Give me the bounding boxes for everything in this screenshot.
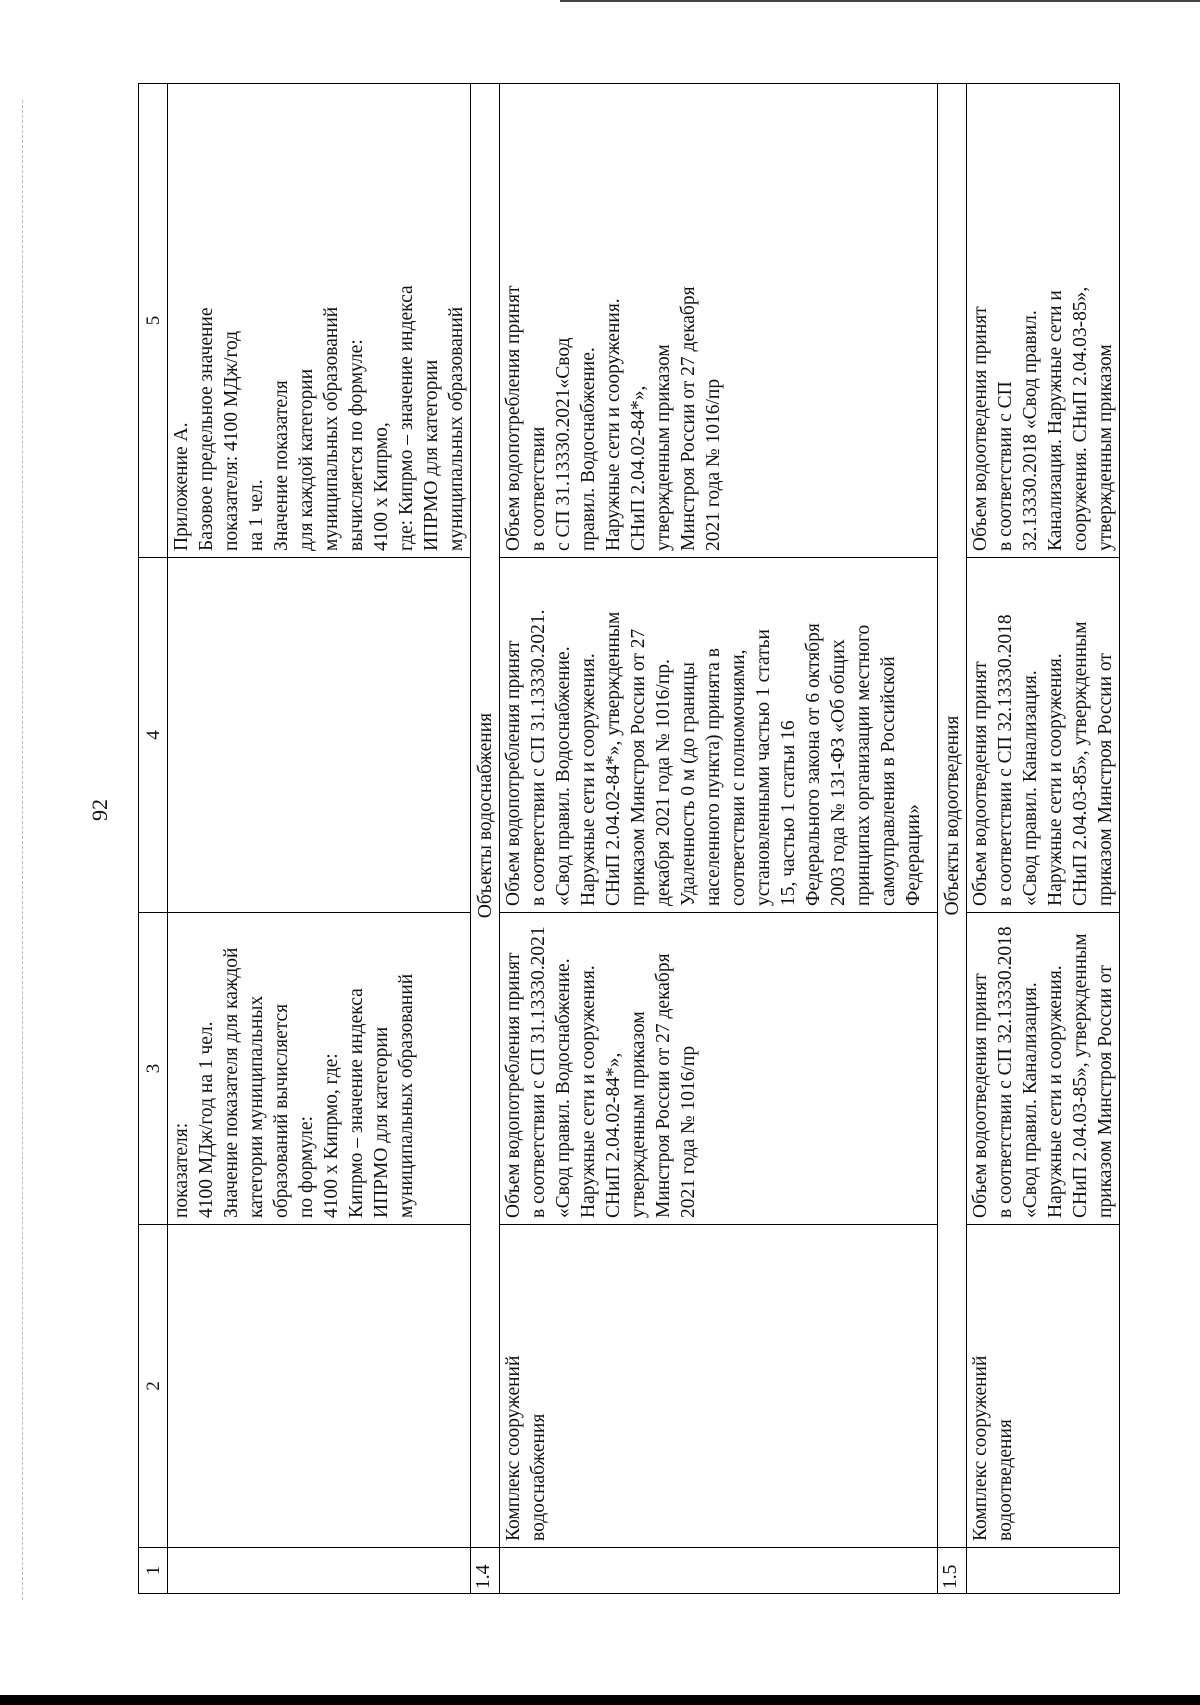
cell-text-line: Наружные сети и сооружения.	[1045, 653, 1066, 906]
section-code: 1.5	[938, 1548, 967, 1594]
cell-text-line: Минстроя России от 27 декабря	[678, 286, 699, 551]
cell-text-line: Федерации»	[903, 804, 924, 906]
cell-text-line: в соответствии с СП 32.13330.2018	[995, 926, 1016, 1218]
cell-text-line: Объем водоотведения принят	[970, 661, 991, 906]
cell-text-line: Наружные сети и сооружения.	[578, 965, 599, 1218]
cell-text-line: Значение показателя	[271, 380, 292, 551]
row-14-col2	[500, 1225, 938, 1548]
table-row	[967, 84, 1120, 1594]
cell-text-line: показателя: 4100 МДж/год	[221, 330, 242, 551]
cell-text-line: Наружные сети и сооружения.	[603, 298, 624, 551]
cell-text-line: категории муниципальных	[246, 995, 267, 1218]
cell-text-line: по формуле:	[296, 1116, 317, 1218]
cell-text-line: 2021 года № 1016/пр	[678, 1045, 699, 1218]
row-15-col4	[967, 558, 1120, 913]
cell-text-line: Наружные сети и сооружения.	[1045, 965, 1066, 1218]
cell-text-line: приказом Минстроя России от	[1095, 653, 1116, 906]
bottom-scan-edge	[0, 1695, 1200, 1705]
cell-text-line: Объем водопотребления принят	[503, 640, 524, 906]
header-col-3: 3	[139, 913, 168, 1225]
cell-text-line: Комплекс сооружений	[503, 1355, 524, 1541]
cell-text-line: водоснабжения	[528, 1413, 549, 1541]
cell-text-line: соответствии с полномочиями,	[728, 649, 749, 906]
cell-text-line: утвержденным приказом	[1095, 344, 1116, 551]
cell-text-line: образований вычисляется	[271, 1003, 292, 1218]
cell-text-line: Наружные сети и сооружения.	[578, 653, 599, 906]
cell-text-line: 4100 х Кипрмо, где:	[321, 1053, 342, 1218]
row-cont-col2	[168, 1225, 471, 1548]
cell-text-line: ИПРМО для категории	[421, 359, 442, 551]
row-cont-col1	[168, 1548, 471, 1594]
cell-text-line: правил. Водоснабжение.	[578, 347, 599, 551]
cell-text-line: где: Кипрмо – значение индекса	[396, 285, 417, 551]
cell-text-line: Базовое предельное значение	[196, 307, 217, 551]
cell-text-line: в соответствии с СП	[995, 381, 1016, 551]
cell-text-line: 32.13330.2018 «Свод правил.	[1020, 310, 1041, 551]
cell-text-line: в соответствии	[528, 426, 549, 551]
header-row	[139, 84, 168, 1594]
row-15-col5	[967, 84, 1120, 558]
table-row	[500, 84, 938, 1594]
cell-text-line: 4100 х Кипрмо,	[371, 422, 392, 551]
cell-text-line: утвержденным приказом	[628, 1011, 649, 1218]
row-14-col5	[500, 84, 938, 558]
cell-text-line: «Свод правил. Водоснабжение.	[553, 646, 574, 906]
row-cont-col4	[168, 558, 471, 913]
section-row	[471, 84, 500, 1594]
cell-text-line: Комплекс сооружений	[970, 1355, 991, 1541]
cell-text-line: приказом Минстроя России от 27	[628, 628, 649, 906]
cell-text-line: муниципальных образований	[321, 306, 342, 551]
cell-text-line: населенного пункта) принята в	[703, 648, 724, 906]
cell-text-line: водоотведения	[995, 1419, 1016, 1541]
cell-text-line: 2021 года № 1016/пр	[703, 378, 724, 551]
row-15-col3	[967, 913, 1120, 1225]
cell-text-line: 4100 МДж/год на 1 чел.	[196, 1021, 217, 1218]
cell-text-line: сооружения. СНиП 2.04.03-85»,	[1070, 286, 1091, 551]
cell-text-line: в соответствии с СП 32.13330.2018	[995, 614, 1016, 906]
cell-text-line: установленными частью 1 статьи	[753, 629, 774, 906]
row-14-col3	[500, 913, 938, 1225]
section-title: Объекты водоотведения	[938, 84, 967, 1548]
row-cont-col5	[168, 84, 471, 558]
cell-text-line: Кипрмо – значение индекса	[346, 988, 367, 1218]
cell-text-line: самоуправления в Российской	[878, 656, 899, 906]
cell-text-line: Значение показателя для каждой	[221, 947, 242, 1218]
row-15-col2	[967, 1225, 1120, 1548]
scan-artifact	[22, 100, 23, 1600]
cell-text-line: с СП 31.13330.2021«Свод	[553, 337, 574, 551]
cell-text-line: Федерального закона от 6 октября	[803, 623, 824, 906]
cell-text-line: «Свод правил. Канализация.	[1020, 670, 1041, 906]
section-row	[938, 84, 967, 1594]
cell-text-line: Минстроя России от 27 декабря	[653, 953, 674, 1218]
cell-text-line: «Свод правил. Водоснабжение.	[553, 958, 574, 1218]
cell-text-line: принципах организации местного	[853, 624, 874, 906]
cell-text-line: муниципальных образований	[446, 306, 467, 551]
cell-text-line: Объем водоотведения принят	[970, 973, 991, 1218]
cell-text-line: СНиП 2.04.02-84*»,	[628, 385, 649, 551]
cell-text-line: 2003 года № 131-ФЗ «Об общих	[828, 639, 849, 906]
cell-text-line: Объем водопотребления принят	[503, 952, 524, 1218]
section-title: Объекты водоснабжения	[471, 84, 500, 1548]
cell-text-line: показателя:	[171, 1122, 192, 1218]
cell-text-line: для каждой категории	[296, 368, 317, 551]
rotated-table-wrapper	[138, 84, 1116, 1594]
cell-text-line: Канализация. Наружные сети и	[1045, 290, 1066, 551]
cell-text-line: СНиП 2.04.03-85», утвержденным	[1070, 933, 1091, 1218]
cell-text-line: в соответствии с СП 31.13330.2021.	[528, 609, 549, 906]
row-cont-col3	[168, 913, 471, 1225]
cell-text-line: Объем водопотребления принят	[503, 285, 524, 551]
cell-text-line: СНиП 2.04.02-84*», утвержденным	[603, 611, 624, 906]
row-15-col1	[967, 1548, 1120, 1594]
cell-text-line: ИПРМО для категории	[371, 1026, 392, 1218]
cell-text-line: Приложение А.	[171, 422, 192, 551]
row-14-col1	[500, 1548, 938, 1594]
cell-text-line: 15, частью 1 статьи 16	[778, 720, 799, 906]
page-number: 92	[87, 799, 112, 821]
section-code: 1.4	[471, 1548, 500, 1594]
cell-text-line: муниципальных образований	[396, 973, 417, 1218]
cell-text-line: приказом Минстроя России от	[1095, 965, 1116, 1218]
cell-text-line: СНиП 2.04.03-85», утвержденным	[1070, 621, 1091, 906]
cell-text-line: «Свод правил. Канализация.	[1020, 982, 1041, 1218]
cell-text-line: Объем водоотведения принят	[970, 306, 991, 551]
cell-text-line: Удаленность 0 м (до границы	[678, 662, 699, 906]
cell-text-line: на 1 чел.	[246, 479, 267, 551]
header-col-1: 1	[139, 1548, 168, 1594]
cell-text-line: СНиП 2.04.02-84*»,	[603, 1052, 624, 1218]
header-col-2: 2	[139, 1225, 168, 1548]
cell-text-line: декабря 2021 года № 1016/пр.	[653, 659, 674, 906]
cell-text-line: вычисляется по формуле:	[346, 339, 367, 551]
cell-text-line: в соответствии с СП 31.13330.2021	[528, 926, 549, 1218]
row-14-col4	[500, 558, 938, 913]
norms-table	[138, 83, 1120, 1594]
top-rule	[560, 0, 1200, 2]
header-col-5: 5	[139, 84, 168, 558]
cell-text-line: утвержденным приказом	[653, 344, 674, 551]
header-col-4: 4	[139, 558, 168, 913]
table-row	[168, 84, 471, 1594]
